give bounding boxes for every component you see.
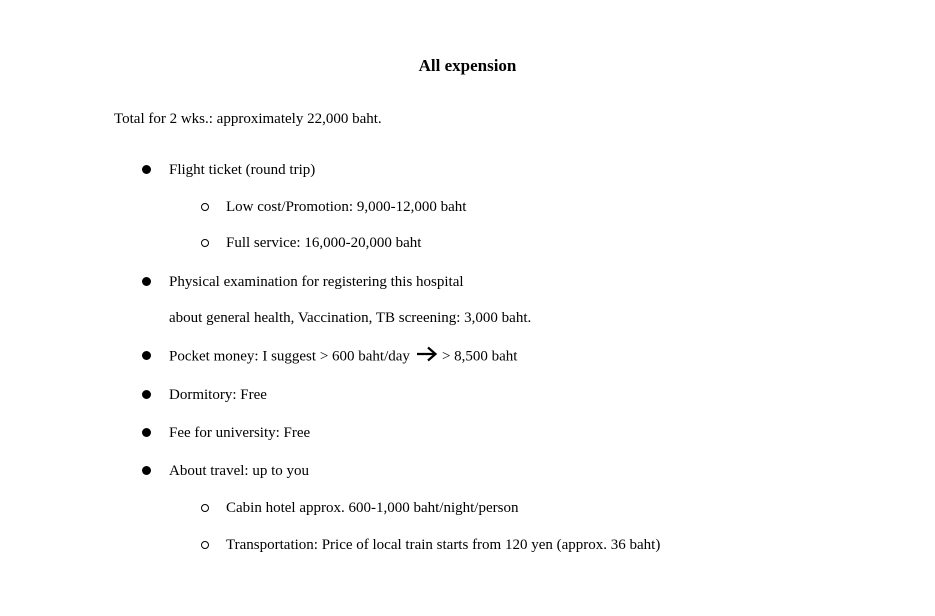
list-item-physical-exam-continuation: about general health, Vaccination, TB screening: 3,000 baht. xyxy=(169,310,532,326)
bullet-icon xyxy=(142,428,151,437)
bullet-icon xyxy=(142,277,151,286)
hollow-bullet-icon xyxy=(201,203,209,211)
bullet-icon xyxy=(142,390,151,399)
hollow-bullet-icon xyxy=(201,239,209,247)
hollow-bullet-icon xyxy=(201,541,209,549)
right-arrow-icon xyxy=(416,346,438,368)
pocket-money-text: Pocket money: I suggest > 600 baht/day xyxy=(169,348,410,365)
bullet-icon xyxy=(142,351,151,360)
pocket-money-total: > 8,500 baht xyxy=(441,348,518,365)
total-summary: Total for 2 wks.: approximately 22,000 baht. xyxy=(114,111,382,127)
sub-item-transportation: Transportation: Price of local train starts from 120 yen (approx. 36 baht) xyxy=(226,537,661,553)
list-item-dormitory: Dormitory: Free xyxy=(169,387,267,403)
bullet-icon xyxy=(142,165,151,174)
sub-item-low-cost: Low cost/Promotion: 9,000-12,000 baht xyxy=(226,199,467,215)
hollow-bullet-icon xyxy=(201,504,209,512)
list-item-university-fee: Fee for university: Free xyxy=(169,425,311,441)
list-item-pocket-money xyxy=(169,346,517,368)
list-item-physical-exam: Physical examination for registering this hospital xyxy=(169,274,464,290)
document-title: All expension xyxy=(418,56,517,75)
bullet-icon xyxy=(142,466,151,475)
list-item-travel: About travel: up to you xyxy=(169,463,309,479)
sub-item-cabin-hotel: Cabin hotel approx. 600-1,000 baht/night/person xyxy=(226,500,519,516)
list-item-flight-ticket: Flight ticket (round trip) xyxy=(169,162,316,178)
sub-item-full-service: Full service: 16,000-20,000 baht xyxy=(226,235,422,251)
